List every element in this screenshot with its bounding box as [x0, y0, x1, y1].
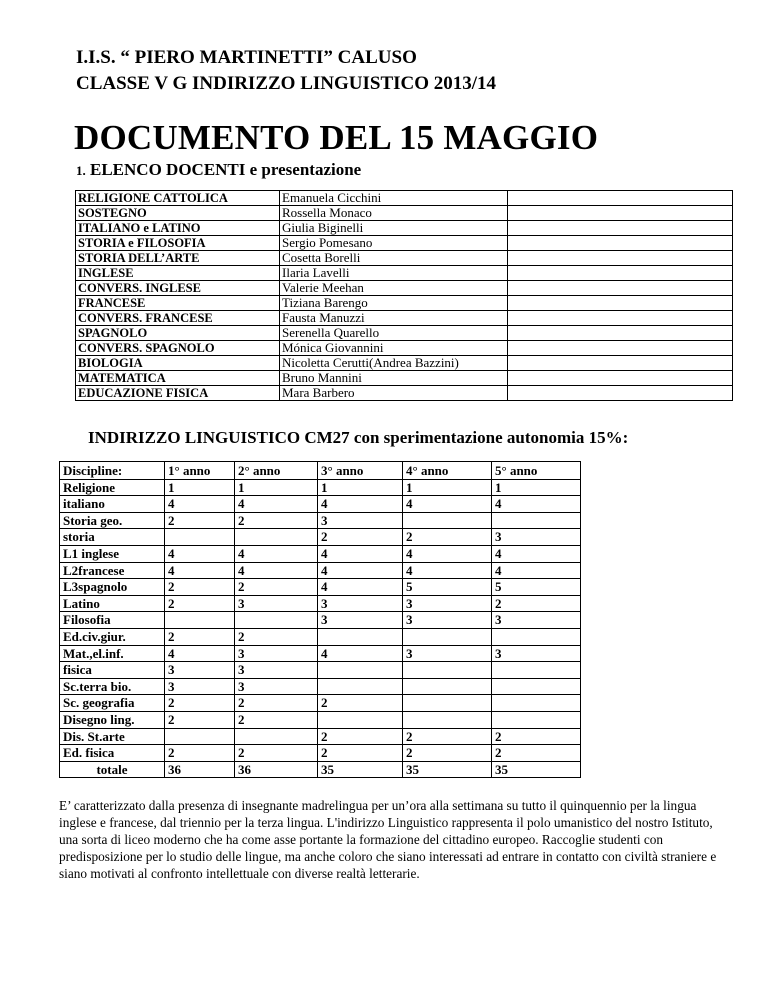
hours-row [60, 612, 581, 629]
teacher-empty-cell [508, 296, 733, 311]
teacher-empty-cell [508, 371, 733, 386]
hours-value: 1 [403, 479, 492, 496]
teacher-row [76, 251, 733, 266]
hours-value [235, 529, 318, 546]
hours-value: 3 [165, 662, 235, 679]
hours-value: 3 [318, 512, 403, 529]
hours-value: 36 [165, 761, 235, 778]
hours-value: 3 [235, 678, 318, 695]
hours-value: 3 [165, 678, 235, 695]
teacher-subject: ITALIANO e LATINO [76, 221, 280, 236]
hours-value: 3 [318, 612, 403, 629]
hours-value: 2 [318, 728, 403, 745]
discipline-name: L1 inglese [60, 545, 165, 562]
hours-value: 4 [492, 496, 581, 513]
hours-value [165, 529, 235, 546]
hours-value: 3 [235, 662, 318, 679]
hours-value: 1 [165, 479, 235, 496]
description-paragraph: E’ caratterizzato dalla presenza di insegnante madrelingua per un’ora alla settimana su tutto il quinquennio per la lingua inglese e francese, dal triennio per la terza lingua. L'indirizzo Linguistico rappresenta il polo umanistico del nostro Istituto, una sorta di liceo moderno che ha come asse portante la formazione del cittadino europeo. Raccoglie studenti con predisposizione per lo studio delle lingue, ma anche coloro che siano interessati ad entrare in contatto con civiltà straniere e siano motivati al confronto intellettuale con diverse realtà letterarie. [59, 798, 717, 881]
hours-value [492, 512, 581, 529]
teacher-subject: CONVERS. SPAGNOLO [76, 341, 280, 356]
teacher-subject: RELIGIONE CATTOLICA [76, 191, 280, 206]
hours-value: 4 [235, 496, 318, 513]
hours-value [165, 612, 235, 629]
teacher-row [76, 281, 733, 296]
teacher-name: Rossella Monaco [280, 206, 508, 221]
teacher-row [76, 221, 733, 236]
hours-value: 2 [165, 745, 235, 762]
hours-value: 3 [403, 595, 492, 612]
hours-value: 1 [318, 479, 403, 496]
hours-value: 35 [318, 761, 403, 778]
hours-row [60, 595, 581, 612]
hours-value: 4 [318, 645, 403, 662]
hours-value: 4 [403, 496, 492, 513]
teacher-name: Ilaria Lavelli [280, 266, 508, 281]
hours-value: 3 [318, 595, 403, 612]
hours-value: 1 [492, 479, 581, 496]
hours-value: 3 [235, 645, 318, 662]
document-title: DOCUMENTO DEL 15 MAGGIO [74, 118, 599, 157]
hours-header-year: 4° anno [403, 462, 492, 480]
hours-row [60, 728, 581, 745]
teacher-empty-cell [508, 356, 733, 371]
hours-value [318, 628, 403, 645]
hours-row [60, 695, 581, 712]
hours-value [492, 628, 581, 645]
hours-value: 2 [165, 711, 235, 728]
teacher-name: Valerie Meehan [280, 281, 508, 296]
hours-row [60, 745, 581, 762]
hours-value [492, 695, 581, 712]
hours-value: 4 [318, 579, 403, 596]
teacher-subject: CONVERS. INGLESE [76, 281, 280, 296]
teachers-table [75, 190, 733, 401]
teacher-empty-cell [508, 206, 733, 221]
hours-table [59, 461, 581, 778]
hours-value: 2 [492, 745, 581, 762]
teacher-name: Nicoletta Cerutti(Andrea Bazzini) [280, 356, 508, 371]
teacher-name: Serenella Quarello [280, 326, 508, 341]
hours-value: 2 [235, 512, 318, 529]
hours-row [60, 545, 581, 562]
hours-value: 2 [235, 695, 318, 712]
indirizzo-title: INDIRIZZO LINGUISTICO CM27 con sperimentazione autonomia 15%: [88, 428, 629, 447]
discipline-name: fisica [60, 662, 165, 679]
hours-value: 3 [492, 529, 581, 546]
hours-value: 2 [235, 579, 318, 596]
discipline-name: Sc.terra bio. [60, 678, 165, 695]
hours-value: 4 [403, 562, 492, 579]
hours-header-row [60, 462, 581, 480]
hours-row [60, 678, 581, 695]
hours-value [318, 711, 403, 728]
section-title [76, 160, 361, 180]
teacher-empty-cell [508, 341, 733, 356]
teacher-empty-cell [508, 236, 733, 251]
hours-value: 4 [403, 545, 492, 562]
discipline-name: Ed. fisica [60, 745, 165, 762]
section-label: ELENCO DOCENTI e presentazione [85, 160, 362, 179]
hours-value [235, 728, 318, 745]
hours-value: 3 [492, 645, 581, 662]
hours-value [492, 678, 581, 695]
hours-value [403, 512, 492, 529]
teacher-row [76, 266, 733, 281]
hours-header-discipline: Discipline: [60, 462, 165, 480]
teacher-subject: SOSTEGNO [76, 206, 280, 221]
school-name-heading: I.I.S. “ PIERO MARTINETTI” CALUSO [76, 47, 417, 68]
teacher-name: Bruno Mannini [280, 371, 508, 386]
teacher-row [76, 326, 733, 341]
teacher-row [76, 296, 733, 311]
hours-value: 2 [403, 745, 492, 762]
hours-value: 4 [318, 496, 403, 513]
hours-value: 4 [165, 545, 235, 562]
teacher-subject: BIOLOGIA [76, 356, 280, 371]
hours-value: 4 [492, 545, 581, 562]
teacher-subject: CONVERS. FRANCESE [76, 311, 280, 326]
hours-value: 4 [235, 562, 318, 579]
discipline-name: Disegno ling. [60, 711, 165, 728]
teacher-name: Cosetta Borelli [280, 251, 508, 266]
hours-value: 2 [318, 529, 403, 546]
hours-value: 2 [403, 529, 492, 546]
hours-row [60, 562, 581, 579]
hours-value [403, 711, 492, 728]
hours-header-year: 5° anno [492, 462, 581, 480]
teacher-name: Fausta Manuzzi [280, 311, 508, 326]
hours-value: 2 [318, 745, 403, 762]
hours-value: 2 [165, 512, 235, 529]
discipline-name: storia [60, 529, 165, 546]
hours-value: 3 [403, 612, 492, 629]
teacher-row [76, 236, 733, 251]
teacher-subject: STORIA DELL’ARTE [76, 251, 280, 266]
hours-value: 4 [165, 496, 235, 513]
teacher-subject: SPAGNOLO [76, 326, 280, 341]
teacher-row [76, 386, 733, 401]
hours-row [60, 645, 581, 662]
teacher-name: Mara Barbero [280, 386, 508, 401]
hours-value: 35 [492, 761, 581, 778]
hours-value: 4 [165, 645, 235, 662]
discipline-name: L3spagnolo [60, 579, 165, 596]
hours-value [165, 728, 235, 745]
hours-row [60, 711, 581, 728]
hours-value: 4 [235, 545, 318, 562]
hours-value: 2 [492, 595, 581, 612]
teacher-name: Sergio Pomesano [280, 236, 508, 251]
hours-value: 2 [235, 711, 318, 728]
hours-value: 4 [165, 562, 235, 579]
hours-value: 1 [235, 479, 318, 496]
hours-value: 4 [318, 562, 403, 579]
hours-value [492, 662, 581, 679]
hours-value [403, 662, 492, 679]
teacher-empty-cell [508, 191, 733, 206]
teacher-empty-cell [508, 251, 733, 266]
teacher-row [76, 191, 733, 206]
hours-value: 5 [403, 579, 492, 596]
hours-value: 36 [235, 761, 318, 778]
discipline-name: Latino [60, 595, 165, 612]
hours-value [318, 662, 403, 679]
hours-row [60, 512, 581, 529]
teacher-name: Tiziana Barengo [280, 296, 508, 311]
hours-value: 2 [235, 628, 318, 645]
hours-value: 2 [318, 695, 403, 712]
hours-row [60, 529, 581, 546]
teacher-empty-cell [508, 326, 733, 341]
teacher-subject: FRANCESE [76, 296, 280, 311]
teacher-empty-cell [508, 386, 733, 401]
hours-value: 5 [492, 579, 581, 596]
hours-row [60, 662, 581, 679]
discipline-name: L2francese [60, 562, 165, 579]
teacher-subject: INGLESE [76, 266, 280, 281]
teacher-empty-cell [508, 281, 733, 296]
teacher-row [76, 371, 733, 386]
teacher-subject: STORIA e FILOSOFIA [76, 236, 280, 251]
discipline-name: Mat.,el.inf. [60, 645, 165, 662]
hours-header-year: 3° anno [318, 462, 403, 480]
hours-value [403, 678, 492, 695]
discipline-name: Ed.civ.giur. [60, 628, 165, 645]
discipline-name: Dis. St.arte [60, 728, 165, 745]
hours-header-year: 1° anno [165, 462, 235, 480]
teacher-row [76, 206, 733, 221]
hours-value: 35 [403, 761, 492, 778]
section-number: 1. [76, 163, 86, 178]
teacher-name: Emanuela Cicchini [280, 191, 508, 206]
hours-value [403, 695, 492, 712]
hours-value: 4 [492, 562, 581, 579]
hours-value: 3 [403, 645, 492, 662]
discipline-name: Storia geo. [60, 512, 165, 529]
hours-value: 4 [318, 545, 403, 562]
discipline-name: italiano [60, 496, 165, 513]
hours-value: 2 [165, 695, 235, 712]
hours-value: 2 [165, 595, 235, 612]
hours-value: 2 [403, 728, 492, 745]
hours-row [60, 496, 581, 513]
discipline-name: Filosofia [60, 612, 165, 629]
discipline-name: Sc. geografia [60, 695, 165, 712]
hours-value: 3 [492, 612, 581, 629]
hours-row [60, 479, 581, 496]
hours-value [403, 628, 492, 645]
teacher-empty-cell [508, 311, 733, 326]
teacher-subject: EDUCAZIONE FISICA [76, 386, 280, 401]
teacher-row [76, 311, 733, 326]
teacher-subject: MATEMATICA [76, 371, 280, 386]
teacher-empty-cell [508, 266, 733, 281]
teacher-name: Giulia Biginelli [280, 221, 508, 236]
hours-value [318, 678, 403, 695]
hours-row [60, 761, 581, 778]
hours-row [60, 579, 581, 596]
teacher-name: Mónica Giovannini [280, 341, 508, 356]
class-heading: CLASSE V G INDIRIZZO LINGUISTICO 2013/14 [76, 73, 497, 94]
hours-row [60, 628, 581, 645]
hours-value: 2 [165, 579, 235, 596]
teacher-row [76, 341, 733, 356]
hours-value: 2 [492, 728, 581, 745]
hours-value: 2 [165, 628, 235, 645]
teacher-empty-cell [508, 221, 733, 236]
teacher-row [76, 356, 733, 371]
hours-value [492, 711, 581, 728]
hours-value: 3 [235, 595, 318, 612]
hours-value [235, 612, 318, 629]
hours-header-year: 2° anno [235, 462, 318, 480]
discipline-name: Religione [60, 479, 165, 496]
hours-value: 2 [235, 745, 318, 762]
discipline-name: totale [60, 761, 165, 778]
